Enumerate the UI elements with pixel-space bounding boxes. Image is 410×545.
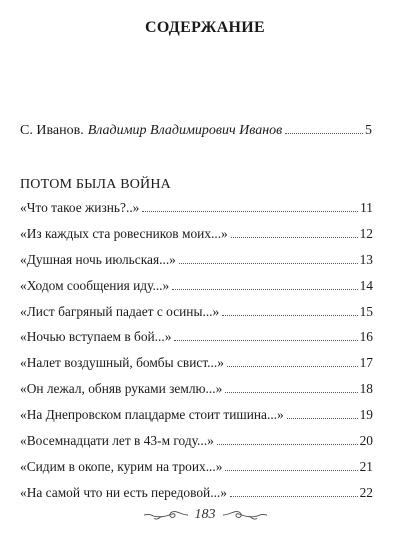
toc-entry[interactable] [20,224,373,250]
page-title: СОДЕРЖАНИЕ [144,19,266,36]
leader-dots [231,237,358,238]
toc-entry-title: «Лист багряный падает с осины...» [20,303,220,319]
leader-dots [225,392,357,393]
toc-entry-page: 19 [359,407,373,423]
toc-entry-page: 12 [359,225,373,241]
toc-entry-title: «Душная ночь июльская...» [20,251,176,267]
leader-dots [142,211,358,212]
toc-entry-title: «Сидим в окопе, курим на троих...» [20,458,223,474]
toc-entry-author: С. Иванов. [20,123,84,138]
toc-entry-page: 5 [365,123,372,138]
page-footer [0,507,410,523]
toc-entry[interactable] [20,302,373,328]
toc-entry-title: «На самой что ни есть передовой...» [20,484,227,500]
leader-dots [172,289,357,290]
section-title: ПОТОМ БЫЛА ВОЙНА [20,177,171,192]
leader-dots [174,340,357,341]
toc-entry[interactable] [20,483,373,509]
toc-entry-page: 17 [359,355,373,371]
leader-dots [222,315,357,316]
toc-entry-title: «На Днепровском плацдарме стоит тишина...» [20,407,284,423]
leader-dots [230,496,358,497]
toc-entry[interactable] [20,353,373,379]
leader-dots [287,418,358,419]
leader-dots [285,133,363,134]
toc-entry[interactable] [20,250,373,276]
toc-entry-work: Владимир Владимирович Иванов [87,123,283,138]
leader-dots [217,444,358,445]
toc-entry-title: «Из каждых ста ровесников моих...» [20,225,228,241]
toc-entry[interactable] [20,379,373,405]
toc-entry-title: «Налет воздушный, бомбы свист...» [20,355,224,371]
toc-entry-page: 22 [359,484,373,500]
toc-entry[interactable] [20,457,373,483]
toc-entry-intro[interactable] [20,123,372,139]
toc-entry[interactable] [20,327,373,353]
toc-entry-title: «Что такое жизнь?..» [20,200,140,215]
toc-entry[interactable] [20,431,373,457]
reverse-side-bleed [190,30,380,170]
toc-entry[interactable] [20,405,373,431]
toc-entry-page: 21 [359,458,373,474]
toc-entry-page: 15 [359,303,373,319]
flourish-right-icon [222,508,268,522]
toc-entry-page: 14 [359,277,373,293]
toc-entry-title: «Восемнадцати лет в 43-м году...» [20,433,214,449]
leader-dots [225,470,357,471]
toc-entry[interactable] [20,276,373,302]
toc-entry[interactable] [20,198,373,224]
leader-dots [179,263,358,264]
page-number: 183 [194,507,216,522]
toc-entry-title: «Он лежал, обняв руками землю...» [20,381,223,397]
toc-entry-page: 13 [359,251,373,267]
toc-entry-page: 20 [359,433,373,449]
toc-list [20,198,373,509]
toc-entry-title: «Ночью вступаем в бой...» [20,329,172,345]
toc-entry-title: «Ходом сообщения иду...» [20,277,170,293]
toc-entry-page: 16 [359,329,373,345]
leader-dots [227,366,358,367]
flourish-left-icon [143,508,189,522]
toc-entry-page: 11 [360,200,373,215]
toc-entry-page: 18 [359,381,373,397]
